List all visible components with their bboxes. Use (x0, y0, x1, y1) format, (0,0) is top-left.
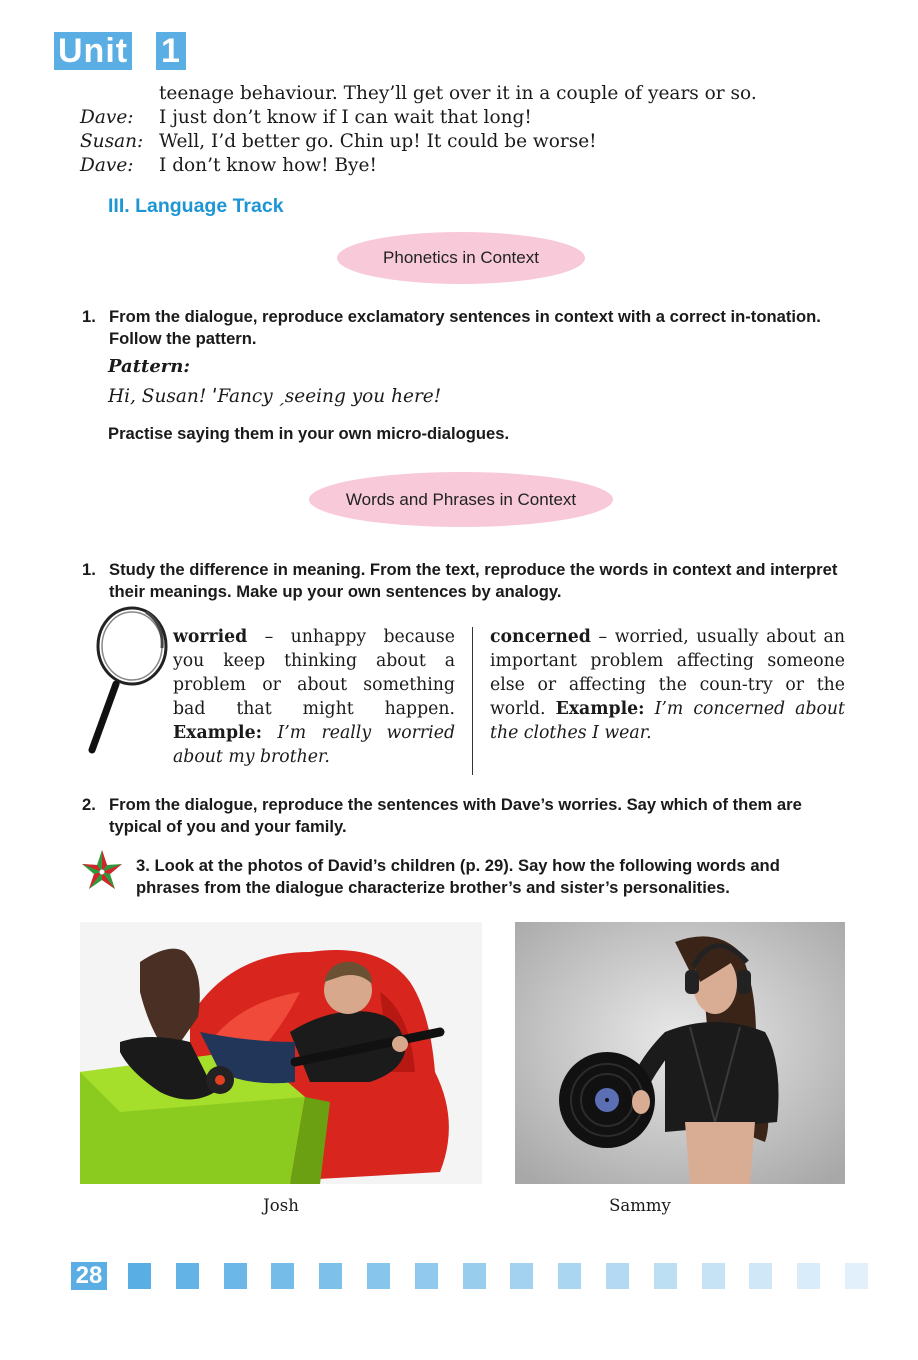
example: I’m really worried about my brother. (173, 723, 455, 767)
speaker: Susan: (80, 131, 144, 152)
practise-instruction: Practise saying them in your own micro-dialogues. (108, 424, 510, 443)
dialogue-line (80, 130, 597, 154)
footer-square (367, 1263, 390, 1289)
magnifying-glass-icon (86, 604, 174, 754)
task-text: From the dialogue, reproduce exclamatory sentences in context with a correct in-tonation. Follow the pattern. (109, 307, 821, 348)
pattern-label: Pattern: (108, 356, 191, 377)
definition: – unhappy because you keep thinking about a problem or about something bad that might happen. (173, 627, 455, 719)
footer-square (797, 1263, 820, 1289)
speaker: Dave: (80, 155, 134, 176)
footer-square (128, 1263, 151, 1289)
dialogue-line (80, 154, 377, 178)
unit-number: 1 (156, 32, 186, 70)
definition-concerned (490, 625, 845, 745)
words-task-3: 3. Look at the photos of David’s children (p. 29). Say how the following words and phrases from the dialogue characterize brother’s and sister’s personalities. (136, 856, 780, 897)
task-number: 1. (82, 560, 96, 579)
star-icon (78, 848, 126, 896)
words-task-2 (82, 794, 846, 840)
footer-square (845, 1263, 868, 1289)
footer-square (702, 1263, 725, 1289)
section-title: III. Language Track (108, 195, 284, 217)
words-task-1 (82, 559, 846, 605)
footer-square (510, 1263, 533, 1289)
sammy-photo (515, 922, 845, 1184)
sammy-caption: Sammy (609, 1196, 671, 1215)
line-text: Well, I’d better go. Chin up! It could be worse! (159, 131, 597, 152)
footer-square (176, 1263, 199, 1289)
footer-square (654, 1263, 677, 1289)
phonetics-task (82, 306, 846, 352)
term: worried (173, 627, 248, 647)
footer-square (415, 1263, 438, 1289)
unit-label: Unit (54, 32, 132, 70)
dialogue-continuation: teenage behaviour. They’ll get over it in a couple of years or so. (159, 83, 757, 104)
line-text: I just don’t know if I can wait that long! (159, 107, 532, 128)
column-divider (472, 627, 473, 775)
definition-worried (173, 625, 455, 769)
words-heading: Words and Phrases in Context (309, 472, 613, 527)
phonetics-heading: Phonetics in Context (337, 232, 585, 284)
task-number: 2. (82, 795, 96, 814)
task-number: 1. (82, 307, 96, 326)
josh-caption: Josh (263, 1196, 299, 1215)
footer-square (463, 1263, 486, 1289)
footer-square (271, 1263, 294, 1289)
example-label: Example: (173, 723, 262, 743)
footer-square (606, 1263, 629, 1289)
task-text: From the dialogue, reproduce the sentences with Dave’s worries. Say which of them are typical of you and your family. (109, 795, 802, 836)
footer-square (749, 1263, 772, 1289)
page-number: 28 (71, 1262, 107, 1290)
definition: – worried, usually about an important problem affecting someone else or affecting the coun-try or the world. (490, 627, 845, 719)
footer-square (319, 1263, 342, 1289)
footer-square (558, 1263, 581, 1289)
speaker: Dave: (80, 107, 134, 128)
example-label: Example: (555, 699, 645, 719)
line-text: I don’t know how! Bye! (159, 155, 377, 176)
josh-photo (80, 922, 482, 1184)
term: concerned (490, 627, 591, 647)
dialogue-line (80, 106, 532, 130)
pattern-example: Hi, Susan! ˈFancy ˏseeing you here! (108, 386, 442, 407)
task-text: Study the difference in meaning. From the text, reproduce the words in context and interpret their meanings. Make up your own sentences by analogy. (109, 560, 838, 601)
footer-square (224, 1263, 247, 1289)
example: I’m concerned about the clothes I wear. (490, 699, 845, 743)
